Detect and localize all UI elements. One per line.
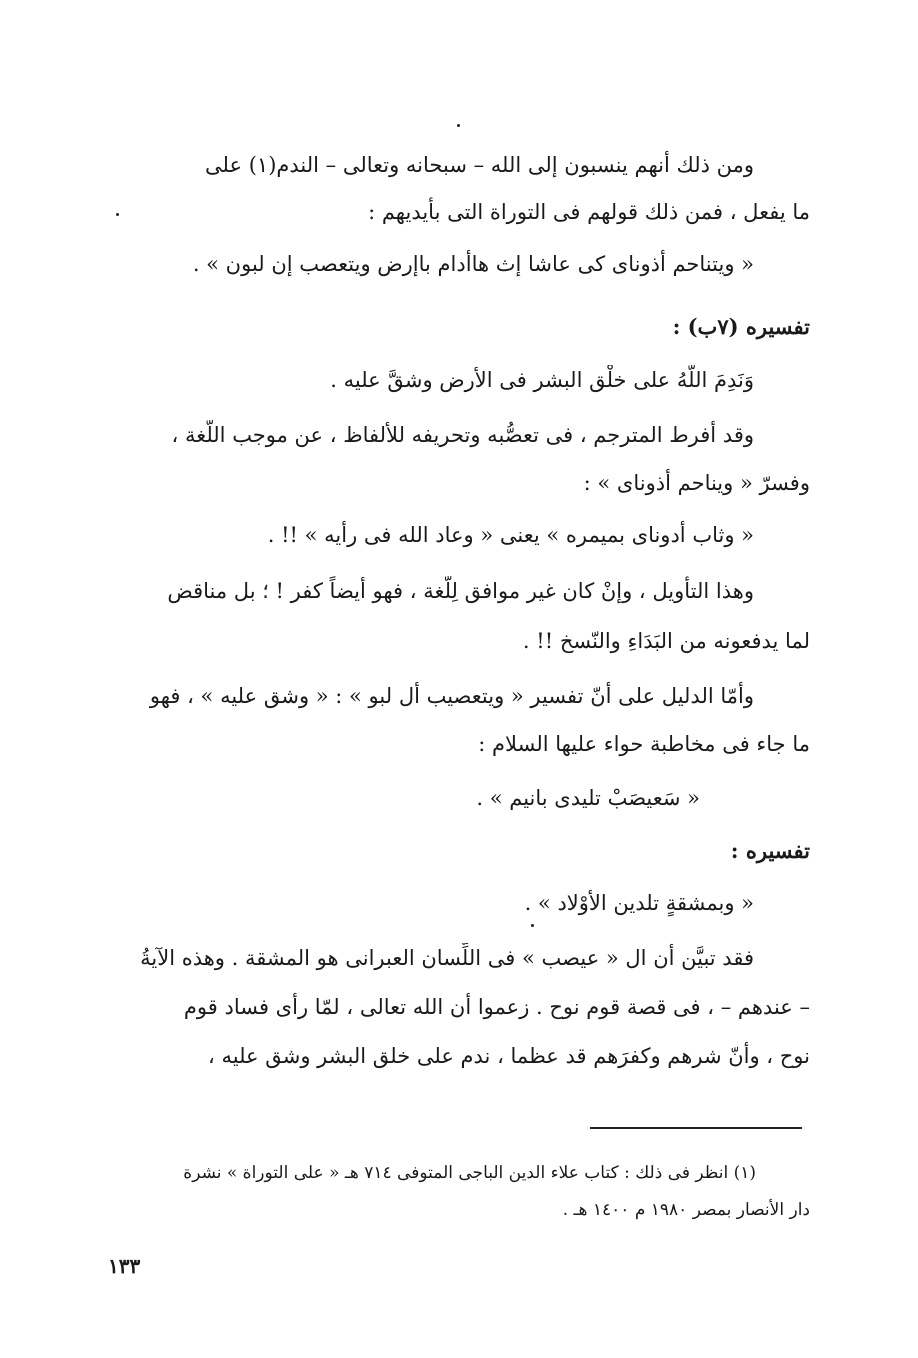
body-line-9: وهذا التأويل ، وإنْ كان غير موافق لِلُّغة ، فهو أيضاً كفر ! ؛ بل مناقض <box>167 579 754 603</box>
body-line-13: « سَعيصَبْ تليدى بانيم » . <box>476 786 700 810</box>
body-line-8: « وثاب أدوناى بميمره » يعنى « وعاد الله فى رأيه » !! . <box>267 523 754 547</box>
footnote-separator <box>590 1127 802 1129</box>
body-line-16: فقد تبيَّن أن ال « عيصب » فى اللِّسان العبرانى هو المشقة . وهذه الآيةُ <box>140 946 754 970</box>
body-line-2: ما يفعل ، فمن ذلك قولهم فى التوراة التى بأيديهم : <box>368 200 810 224</box>
body-line-15: « وبمشقةٍ تلدين الأوْلاد » . <box>524 891 754 915</box>
body-line-6: وقد أفرط المترجم ، فى تعصُّبه وتحريفه للألفاظ ، عن موجب اللُّغة ، <box>171 423 754 447</box>
body-line-10: لما يدفعونه من البَدَاءِ والنّسخ !! . <box>522 629 810 653</box>
body-line-5: وَنَدِمَ اللّهُ على خلْق البشر فى الأرض وشقَّ عليه . <box>330 368 754 392</box>
body-line-12: ما جاء فى مخاطبة حواء عليها السلام : <box>478 732 810 756</box>
footnote-line-2: دار الأنصار بمصر ١٩٨٠ م ١٤٠٠ هـ . <box>562 1200 810 1220</box>
section-heading-tafsir: تفسيره : <box>730 838 810 863</box>
body-line-3: « ويتناحم أذوناى كى عاشا إث هاأدام باإرض ويتعصب إن لبون » . <box>192 252 754 276</box>
body-line-11: وأمّا الدليل على أنّ تفسير « ويتعصيب أل لبو » : « وشق عليه » ، فهو <box>149 684 754 708</box>
body-line-7: وفسرّ « ويناحم أذوناى » : <box>583 471 810 495</box>
body-line-1: ومن ذلك أنهم ينسبون إلى الله – سبحانه وتعالى – الندم(١) على <box>205 153 754 177</box>
footnote-line-1: (١) انظر فى ذلك : كتاب علاء الدين الباجى المتوفى ٧١٤ هـ « على التوراة » نشرة <box>183 1163 756 1183</box>
body-line-17: – عندهم – ، فى قصة قوم نوح . زعموا أن الله تعالى ، لمّا رأى فساد قوم <box>183 995 810 1019</box>
page-number: ١٣٣ <box>108 1254 141 1278</box>
body-line-18: نوح ، وأنّ شرهم وكفرَهم قد عظما ، ندم على خلق البشر وشق عليه ، <box>208 1044 810 1068</box>
section-heading-tafsir-7b: تفسيره (٧ب) : <box>672 314 810 339</box>
stray-mark <box>457 124 460 127</box>
stray-mark <box>531 924 534 927</box>
